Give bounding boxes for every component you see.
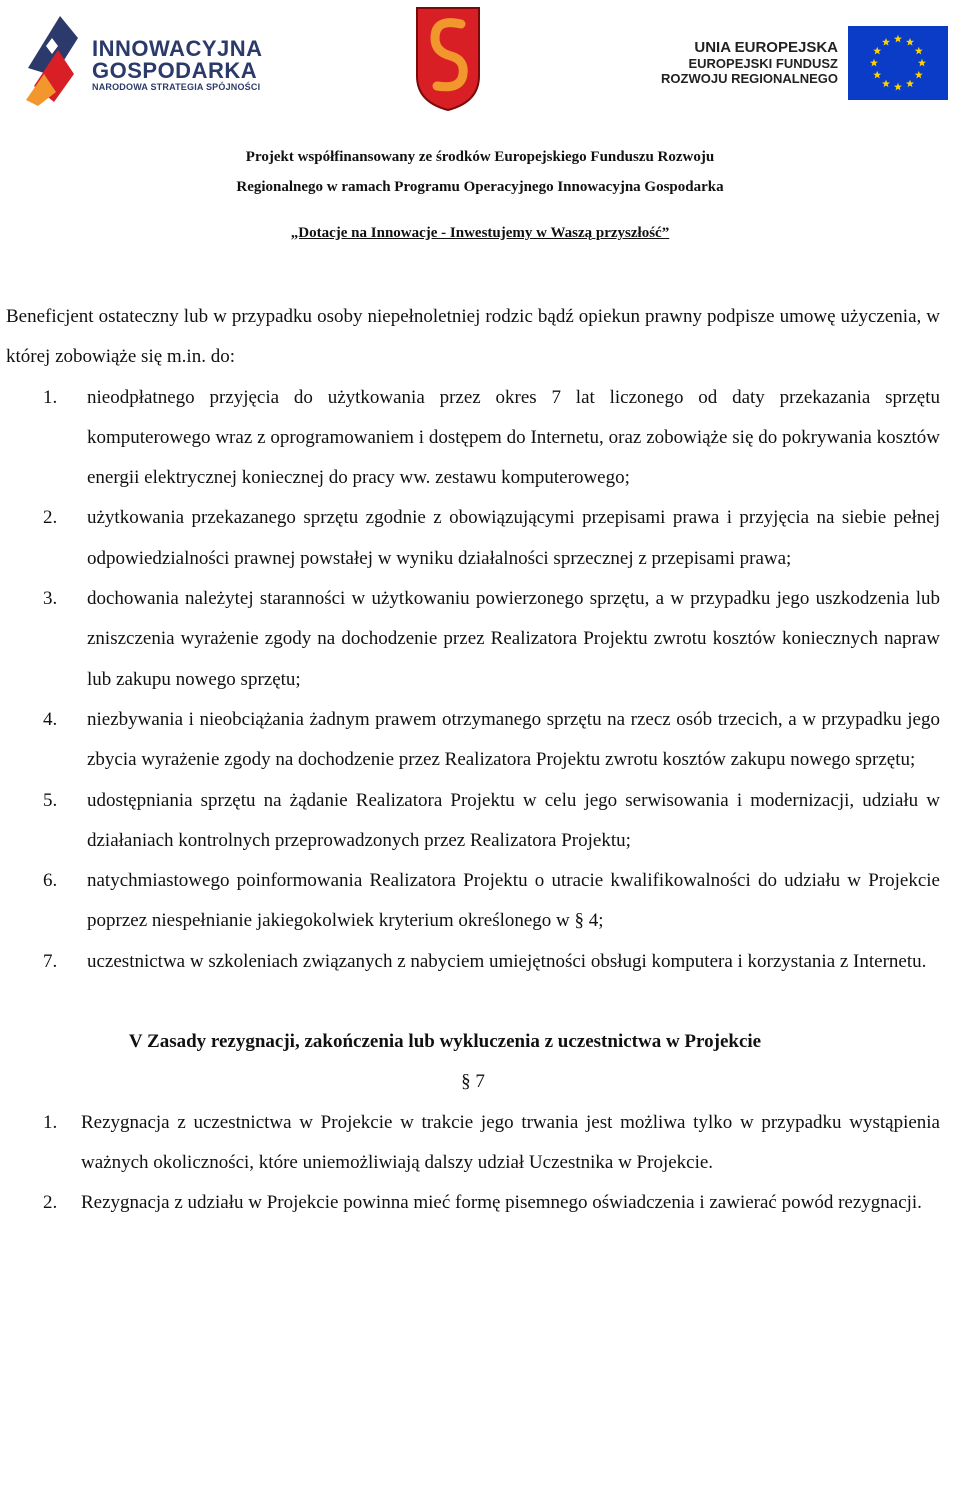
eu-star-icon xyxy=(870,59,878,67)
eu-star-icon xyxy=(894,35,902,43)
list-item-number: 5. xyxy=(43,789,58,811)
ue-line-1: UNIA EUROPEJSKA xyxy=(694,39,838,56)
list-item-text: dochowania należytej staranności w użytkowaniu powierzonego sprzętu, a w przypadku jego uszkodzenia lub zniszczenia wyrażenie zgody na dochodzenie przez Realizatora Projektu zwrotu kosztów koniecznych napraw lub zakupu nowego sprzętu; xyxy=(87,588,940,690)
paragraph-number: § 7 xyxy=(461,1071,485,1093)
resignation-rules-list xyxy=(6,1103,940,1224)
list-item-number: 1. xyxy=(43,386,58,408)
list-item xyxy=(6,942,940,982)
ue-efrr-text xyxy=(661,40,838,86)
list-item xyxy=(6,861,940,942)
list-item-number: 2. xyxy=(43,1192,58,1214)
eu-star-icon xyxy=(873,47,881,55)
project-header xyxy=(0,142,960,241)
list-item xyxy=(6,498,940,579)
list-item-text: uczestnictwa w szkoleniach związanych z nabyciem umiejętności obsługi komputera i korzystania z Internetu. xyxy=(87,950,927,972)
logo-line-1: INNOWACYJNA xyxy=(92,36,263,61)
innowacyjna-gospodarka-logo xyxy=(24,16,274,106)
eu-star-icon xyxy=(873,71,881,79)
list-item-text: natychmiastowego poinformowania Realizatora Projektu o utracie kwalifikowalności do udziału w Projekcie poprzez niespełnianie jakiegokolwiek kryterium określonego w § 4; xyxy=(87,870,940,932)
list-item-text: udostępniania sprzętu na żądanie Realizatora Projektu w celu jego serwisowania i modernizacji, udziału w działaniach kontrolnych przeprowadzonych przez Realizatora Projektu; xyxy=(87,789,940,851)
header-line-1: Projekt współfinansowany ze środków Europejskiego Funduszu Rozwoju xyxy=(245,149,715,165)
eu-star-icon xyxy=(894,83,902,91)
list-item-number: 6. xyxy=(43,870,58,892)
ue-efrr-logo xyxy=(661,26,948,102)
list-item-text: Rezygnacja z uczestnictwa w Projekcie w trakcie jego trwania jest możliwa tylko w przypadku wystąpienia ważnych okoliczności, które uniemożliwiają dalszy udział Uczestnika w Projekcie. xyxy=(81,1111,940,1173)
list-item-number: 4. xyxy=(43,708,58,730)
project-motto: „Dotacje na Innowacje - Inwestujemy w Waszą przyszłość” xyxy=(290,225,670,241)
list-item xyxy=(6,378,940,499)
eu-star-icon xyxy=(915,71,923,79)
list-item-number: 1. xyxy=(43,1111,58,1133)
ue-line-2: EUROPEJSKI FUNDUSZ xyxy=(688,56,838,71)
eu-star-icon xyxy=(918,59,926,67)
document-body xyxy=(6,297,940,1224)
section-heading: V Zasady rezygnacji, zakończenia lub wykluczenia z uczestnictwa w Projekcie xyxy=(128,1031,762,1053)
logo-subtitle: NARODOWA STRATEGIA SPÓJNOŚCI xyxy=(92,82,261,92)
header-line-2: Regionalnego w ramach Programu Operacyjnego Innowacyjna Gospodarka xyxy=(236,179,724,195)
list-item xyxy=(6,1103,940,1184)
logo-title xyxy=(92,38,263,82)
list-item-text: nieodpłatnego przyjęcia do użytkowania przez okres 7 lat liczonego od daty przekazania sprzętu komputerowego wraz z oprogramowaniem i dostępem do Internetu, oraz zobowiąże się do pokrywania kosztów energii elektrycznej koniecznej do pracy ww. zestawu komputerowego; xyxy=(87,386,940,489)
list-item xyxy=(6,700,940,781)
eu-star-icon xyxy=(906,80,914,88)
municipal-coat-of-arms xyxy=(415,6,481,112)
list-item-number: 2. xyxy=(43,507,58,529)
eu-star-icon xyxy=(882,38,890,46)
list-item xyxy=(6,579,940,700)
list-item xyxy=(6,1183,940,1223)
ue-line-3: ROZWOJU REGIONALNEGO xyxy=(661,71,838,86)
list-item-text: niezbywania i nieobciążania żadnym prawem otrzymanego sprzętu na rzecz osób trzecich, a w przypadku jego zbycia wyrażenie zgody na dochodzenie przez Realizatora Projektu zwrotu kosztów zakupu nowego sprzętu; xyxy=(87,708,940,771)
intro-paragraph: Beneficjent ostateczny lub w przypadku osoby niepełnoletniej rodzic bądź opiekun prawny podpisze umowę użyczenia, w której zobowiąże się m.in. do: xyxy=(6,306,940,368)
innowacyjna-gospodarka-emblem-icon xyxy=(24,16,86,106)
eu-star-icon xyxy=(906,38,914,46)
list-item xyxy=(6,781,940,862)
coat-of-arms-icon xyxy=(415,6,481,112)
list-item-text: Rezygnacja z udziału w Projekcie powinna mieć formę pisemnego oświadczenia i zawierać powód rezygnacji. xyxy=(81,1192,922,1214)
list-item-number: 7. xyxy=(43,950,58,972)
logo-line-2: GOSPODARKA xyxy=(92,58,258,83)
eu-flag-icon xyxy=(848,26,948,100)
obligations-list xyxy=(6,378,940,982)
eu-star-icon xyxy=(882,80,890,88)
list-item-number: 3. xyxy=(43,588,58,610)
list-item-text: użytkowania przekazanego sprzętu zgodnie z obowiązującymi przepisami prawa i przyjęcia na siebie pełnej odpowiedzialności prawnej powstałej w wyniku działalności sprzecznej z przepisami prawa; xyxy=(87,507,940,569)
eu-star-icon xyxy=(915,47,923,55)
